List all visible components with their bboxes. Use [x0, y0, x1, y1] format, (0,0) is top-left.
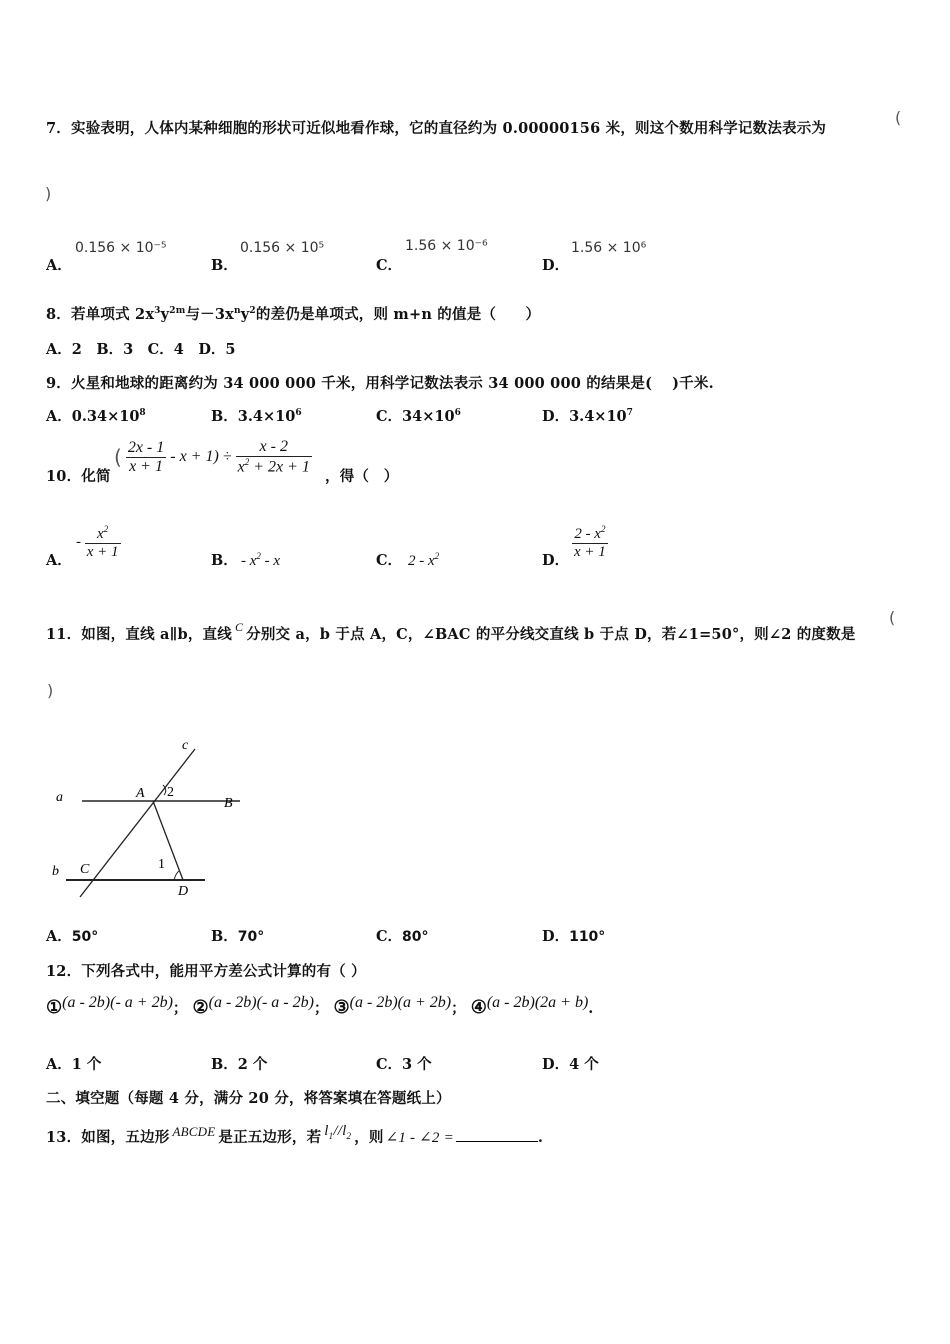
q12-item-3: (a - 2b)(a + 2b) — [349, 994, 452, 1011]
q11-stem: 11．如图，直线 a∥b，直线 $^C$ 分别交 a，b 于点 A，C，∠BAC 的平分线交直线 b 于点 D，若∠1=50°，则∠2 的度数是 — [46, 620, 856, 643]
q12-item-1: (a - 2b)(- a + 2b) — [62, 994, 173, 1011]
label-angle-2: 2 — [167, 785, 174, 800]
q11-option-a: A．50° — [46, 928, 99, 945]
q9-option-c: C．$34\times 10^6$ — [376, 408, 461, 425]
q7-option-a: A． — [46, 257, 72, 274]
q11-option-d: D．110° — [542, 928, 606, 945]
q11-close-paren: ) — [47, 681, 54, 700]
q10-expression: ( $\frac{2x - 1}{x + 1}$ - x + 1) ÷ $\frac{x - 2}{x^2 + 2x + 1}$ — [114, 438, 310, 476]
q7-option-d: D． — [542, 257, 570, 274]
label-D: D — [178, 884, 189, 899]
q11-option-c: C．80° — [376, 928, 429, 945]
q9-stem: 9．火星和地球的距离约为 34 000 000 千米，用科学记数法表示 34 000 000 的结果是( )千米. — [46, 375, 714, 392]
q7-open-paren: ( — [895, 108, 902, 127]
section-2-heading: 二、填空题（每题 4 分，满分 20 分，将答案填在答题纸上） — [46, 1090, 451, 1107]
label-angle-1: 1 — [158, 857, 165, 872]
q7-option-c-value: 1.56 × 10⁻⁶ — [405, 238, 488, 254]
q10-option-b: B． — [211, 552, 238, 569]
q11-open-paren: ( — [889, 608, 896, 627]
q9-option-a: A．$0.34\times 10^8$ — [46, 408, 146, 425]
q8-options: A．2 B．3 C．4 D．5 — [46, 341, 236, 358]
label-c: c — [182, 738, 189, 753]
q10-option-d-value: $\frac{2 - x^2}{x + 1}$ — [574, 524, 606, 560]
q7-option-c: C． — [376, 257, 403, 274]
q10-fraction-1: $\frac{2x - 1}{x + 1}$ — [127, 438, 165, 475]
q12-item-2: (a - 2b)(- a - 2b) — [208, 994, 314, 1011]
q7-close-paren: ) — [45, 184, 52, 203]
q11-figure — [40, 735, 250, 910]
q7-option-a-value: 0.156 × 10⁻⁵ — [75, 240, 167, 256]
q7-option-b-value: 0.156 × 10⁵ — [240, 240, 325, 256]
label-C: C — [80, 862, 90, 877]
q7-option-b: B． — [211, 257, 238, 274]
q10-option-d: D． — [542, 552, 570, 569]
q12-option-a: A．1 个 — [46, 1056, 102, 1073]
q10-suffix: ，得（ ） — [325, 468, 399, 485]
q7-text: 7．实验表明，人体内某种细胞的形状可近似地看作球，它的直径约为 0.00000156 米，则这个数用科学记数法表示为 — [46, 120, 827, 137]
q12-option-b: B．2 个 — [211, 1056, 268, 1073]
q10-prefix: 10．化简 — [46, 468, 111, 485]
q9-option-d: D．$3.4\times 10^7$ — [542, 408, 633, 425]
q10-option-b-value: - $x^2$ - x — [241, 551, 281, 569]
q8-stem: 8．若单项式 $2x^3y^{2m}$与$-3x^ny^2$的差仍是单项式，则 m+n 的值是（ ） — [46, 306, 541, 323]
q9-option-b: B．$3.4\times 10^6$ — [211, 408, 302, 425]
q12-option-d: D．4 个 — [542, 1056, 599, 1073]
q10-fraction-2: $\frac{x - 2}{x^2 + 2x + 1}$ — [237, 438, 310, 476]
q12-stem: 12．下列各式中，能用平方差公式计算的有（ ） — [46, 963, 366, 980]
label-A: A — [136, 786, 145, 801]
q10-option-a: A． — [46, 552, 72, 569]
q13-answer-blank[interactable] — [456, 1127, 538, 1142]
q12-items: ①(a - 2b)(- a + 2b)； ②(a - 2b)(- a - 2b)； ③(a - 2b)(a + 2b)； ④(a - 2b)(2a + b). — [46, 994, 594, 1018]
q7-stem — [46, 117, 826, 138]
q7-option-d-value: 1.56 × 10⁶ — [571, 240, 647, 256]
q12-item-4: (a - 2b)(2a + b) — [486, 994, 589, 1011]
label-B: B — [224, 796, 233, 811]
q10-option-a-value: - $\frac{x^2}{x + 1}$ — [76, 524, 119, 560]
angle-1-arc — [174, 871, 179, 880]
q11-option-b: B．70° — [211, 928, 265, 945]
label-a: a — [56, 790, 63, 805]
q12-option-c: C．3 个 — [376, 1056, 432, 1073]
label-b: b — [52, 864, 59, 879]
q13-stem: 13．如图，五边形 ABCDE 是正五边形，若 $l_1//l_2$ ，则 ∠1 - ∠2 = . — [46, 1123, 544, 1146]
line-c — [80, 749, 195, 897]
q10-option-c: C． — [376, 552, 403, 569]
q10-option-c-value: $2 - x^2$ — [408, 551, 440, 569]
